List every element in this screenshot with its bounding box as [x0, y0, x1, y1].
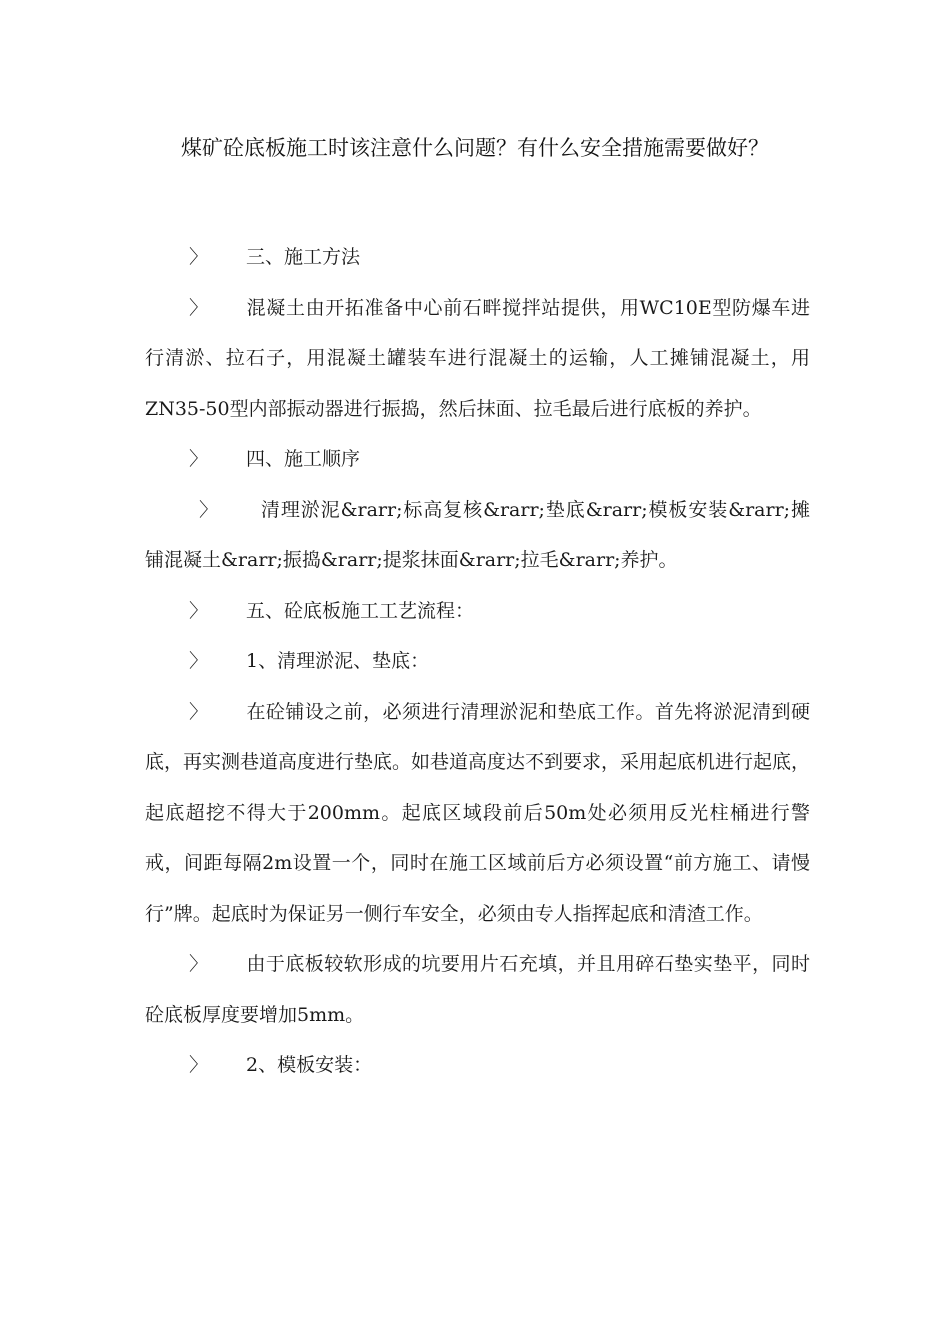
paragraph-soft-floor: [145, 939, 810, 1040]
bullet-marker: 〉: [189, 953, 209, 975]
subheading-formwork: [145, 1040, 810, 1091]
paragraph-sequence-steps: [145, 485, 810, 586]
paragraph-text: 清理淤泥&rarr;标高复核&rarr;垫底&rarr;模板安装&rarr;摊铺混凝土&rarr;振捣&rarr;提浆抹面&rarr;拉毛&rarr;养护。: [145, 498, 810, 571]
document-body: [145, 232, 810, 1091]
heading-process-flow: [145, 586, 810, 637]
paragraph-text: 由于底板较软形成的坑要用片石充填，并且用碎石垫实垫平，同时砼底板厚度要增加5mm。: [145, 953, 810, 1026]
paragraph-text: 三、施工方法: [246, 246, 361, 268]
bullet-marker: 〉: [189, 448, 209, 470]
heading-construction-sequence: [145, 434, 810, 485]
paragraph-text: 在砼铺设之前，必须进行清理淤泥和垫底工作。首先将淤泥清到硬底，再实测巷道高度进行垫底。如巷道高度达不到要求，采用起底机进行起底，起底超挖不得大于200mm。起底区域段前后50m处必须用反光柱桶进行警戒，间距每隔2m设置一个，同时在施工区域前后方必须设置“前方施工、请慢行”牌。起底时为保证另一侧行车安全，必须由专人指挥起底和清渣工作。: [145, 700, 811, 925]
bullet-marker: 〉: [189, 1054, 209, 1076]
bullet-marker: 〉: [189, 296, 209, 319]
heading-construction-method: [145, 232, 810, 283]
paragraph-text: 1、清理淤泥、垫底：: [246, 650, 430, 672]
document-title: 煤矿砼底板施工时该注意什么问题？有什么安全措施需要做好？: [181, 136, 769, 160]
bullet-marker: 〉: [189, 246, 209, 268]
bullet-marker: 〉: [189, 599, 209, 622]
paragraph-text: 混凝土由开拓准备中心前石畔搅拌站提供，用WC10E型防爆车进行清淤、拉石子，用混凝土罐装车进行混凝土的运输，人工摊铺混凝土，用ZN35-50型内部振动器进行振捣，然后抹面、拉毛最后进行底板的养护。: [145, 296, 810, 420]
paragraph-clear-silt-details: [145, 687, 810, 940]
paragraph-text: 2、模板安装：: [246, 1054, 373, 1076]
subheading-clear-silt: [145, 636, 810, 687]
bullet-marker: 〉: [199, 498, 219, 521]
paragraph-text: 五、砼底板施工工艺流程：: [246, 599, 475, 622]
paragraph-concrete-supply: [145, 283, 810, 435]
bullet-marker: 〉: [189, 650, 209, 672]
bullet-marker: 〉: [189, 700, 209, 723]
paragraph-text: 四、施工顺序: [246, 448, 361, 470]
